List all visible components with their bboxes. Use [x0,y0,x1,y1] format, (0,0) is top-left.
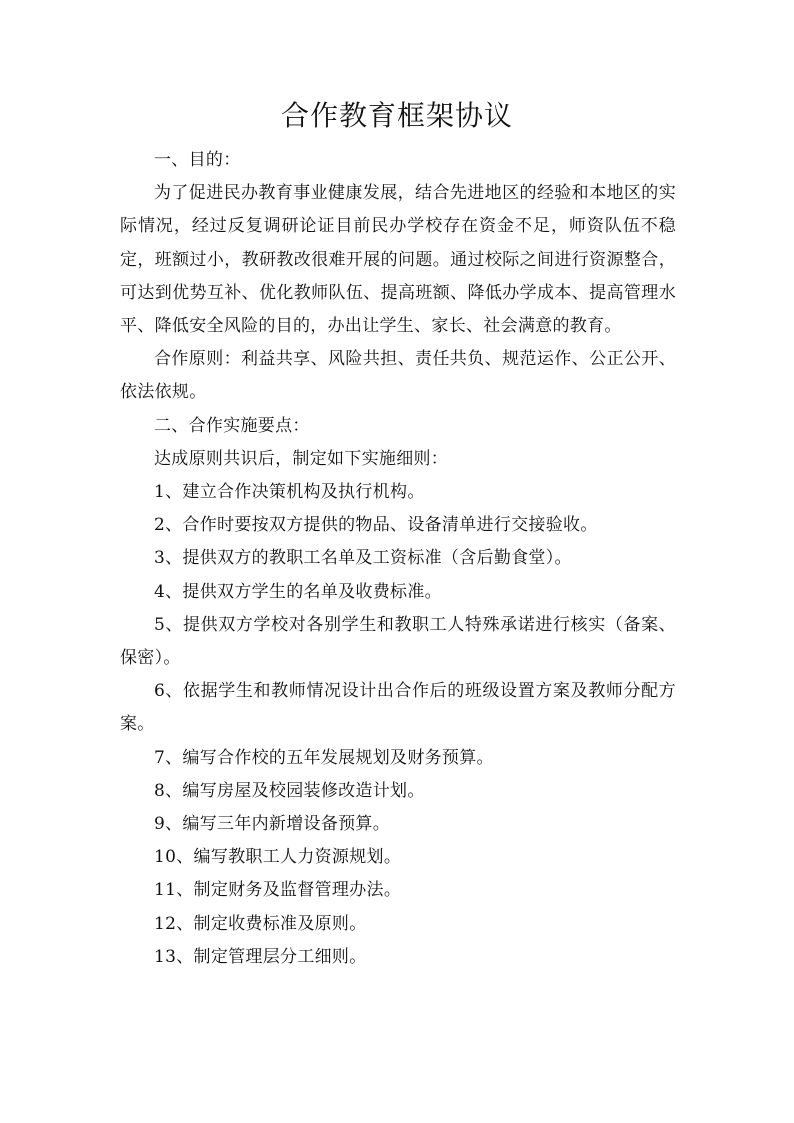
document-body [120,144,676,974]
list-item: 8、编写房屋及校园装修改造计划。 [154,780,425,801]
purpose-paragraph: 为了促进民办教育事业健康发展，结合先进地区的经验和本地区的实际情况，经过反复调研论证目前民办学校存在资金不足，师资队伍不稳定，班额过小，教研教改很难开展的问题。通过校际之间进行资源整合，可达到优势互补、优化教师队伍、提高班额、降低办学成本、提高管理水平、降低安全风险的目的，办出让学生、家长、社会满意的教育。 [120,183,676,337]
list-item: 13、制定管理层分工细则。 [154,946,367,967]
document-title: 合作教育框架协议 [280,99,513,132]
list-item: 1、建立合作决策机构及执行机构。 [154,482,425,503]
list-item: 3、提供双方的教职工名单及工资标准（含后勤食堂）。 [154,548,572,569]
list-item: 10、编写教职工人力资源规划。 [154,847,402,868]
list-item: 5、提供双方学校对各别学生和教职工人特殊承诺进行核实（备案、保密）。 [120,614,676,669]
cooperation-principles: 合作原则：利益共享、风险共担、责任共负、规范运作、公正公开、依法依规。 [120,349,676,403]
section-heading-purpose: 一、目的： [154,150,241,170]
list-item: 12、制定收费标准及原则。 [154,913,367,934]
list-item: 9、编写三年内新增设备预算。 [154,814,391,835]
list-item: 4、提供双方学生的名单及收费标准。 [154,581,442,602]
implementation-intro: 达成原则共识后，制定如下实施细则： [154,448,449,469]
list-item: 7、编写合作校的五年发展规划及财务预算。 [154,747,494,768]
list-item: 6、依据学生和教师情况设计出合作后的班级设置方案及教师分配方案。 [120,681,676,735]
section-heading-implementation: 二、合作实施要点： [154,415,310,436]
list-item: 11、制定财务及监督管理办法。 [154,880,402,901]
list-item: 2、合作时要按双方提供的物品、设备清单进行交接验收。 [154,515,598,536]
